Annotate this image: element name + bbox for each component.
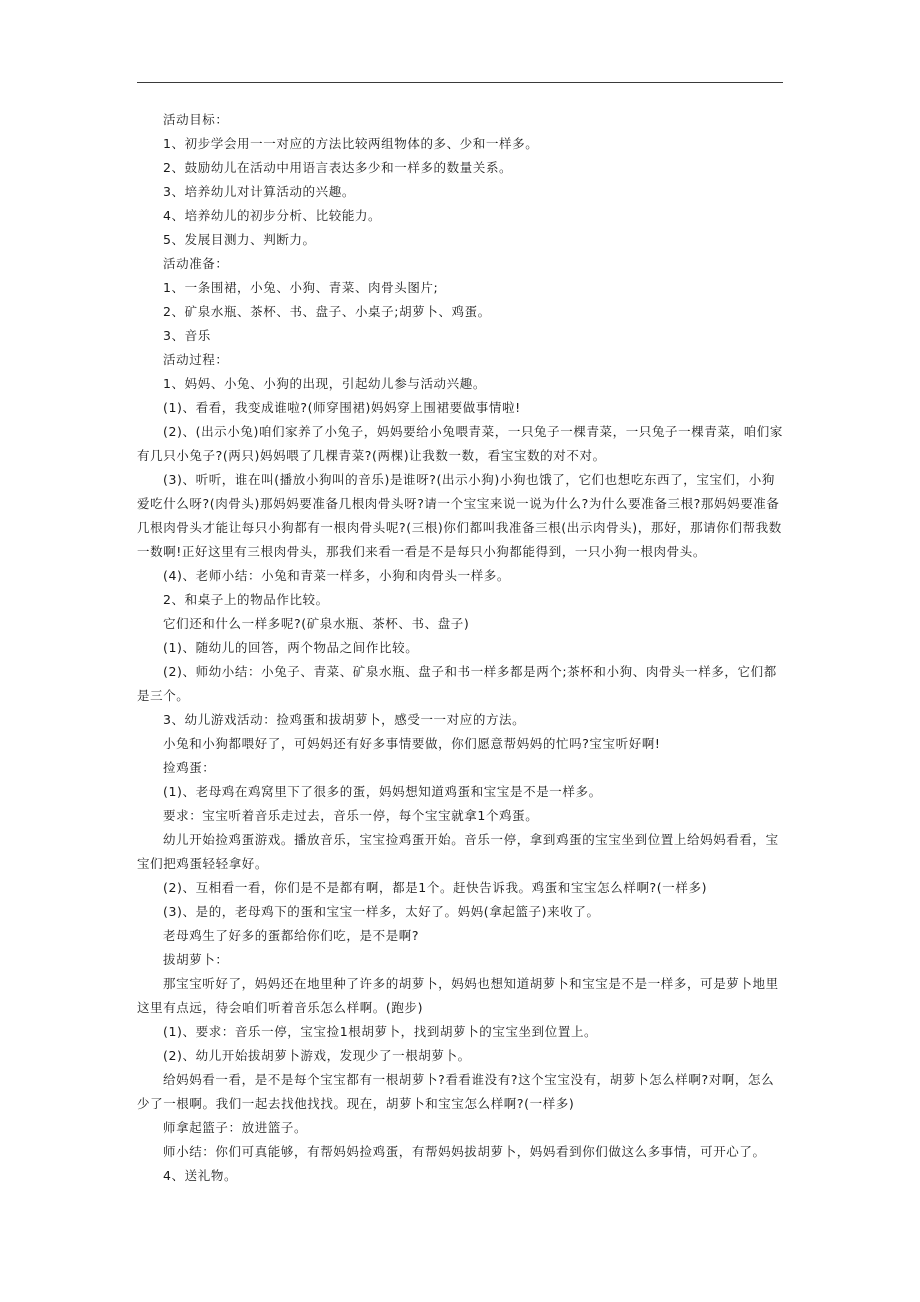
paragraph: 它们还和什么一样多呢?(矿泉水瓶、茶杯、书、盘子): [163, 616, 470, 631]
paragraph: 幼儿开始捡鸡蛋游戏。播放音乐，宝宝捡鸡蛋开始。音乐一停，拿到鸡蛋的宝宝坐到位置上给妈妈看看，宝宝们把鸡蛋轻轻拿好。: [137, 832, 779, 871]
paragraph: (1)、随幼儿的回答，两个物品之间作比较。: [163, 640, 419, 655]
paragraph: 4、送礼物。: [163, 1168, 238, 1183]
paragraph: 1、一条围裙，小兔、小狗、青菜、肉骨头图片;: [163, 280, 439, 295]
paragraph: (1)、要求：音乐一停，宝宝捡1根胡萝卜，找到胡萝卜的宝宝坐到位置上。: [163, 1024, 598, 1039]
paragraph: (2)、师幼小结：小兔子、青菜、矿泉水瓶、盘子和书一样多都是两个;茶杯和小狗、肉骨头一样多，它们都是三个。: [137, 664, 777, 703]
paragraph: 1、妈妈、小兔、小狗的出现，引起幼儿参与活动兴趣。: [163, 376, 486, 391]
paragraph: 拔胡萝卜：: [163, 952, 229, 967]
paragraph: (2)、(出示小兔)咱们家养了小兔子，妈妈要给小兔喂青菜，一只兔子一棵青菜，一只兔子一棵青菜，咱们家有几只小兔子?(两只)妈妈喂了几棵青菜?(两棵)让我数一数，看宝宝数的对不对。: [137, 424, 783, 463]
paragraph: 5、发展目测力、判断力。: [163, 232, 316, 247]
paragraph: 捡鸡蛋：: [163, 760, 216, 775]
paragraph: 3、幼儿游戏活动：捡鸡蛋和拔胡萝卜，感受一一对应的方法。: [163, 712, 526, 727]
paragraph: 小兔和小狗都喂好了，可妈妈还有好多事情要做，你们愿意帮妈妈的忙吗?宝宝听好啊!: [163, 736, 661, 751]
paragraph: (1)、看看，我变成谁啦?(师穿围裙)妈妈穿上围裙要做事情啦!: [163, 400, 521, 415]
paragraph: (2)、互相看一看，你们是不是都有啊，都是1个。赶快告诉我。鸡蛋和宝宝怎么样啊?(一样多): [163, 880, 708, 895]
paragraph: (3)、是的，老母鸡下的蛋和宝宝一样多，太好了。妈妈(拿起篮子)来收了。: [163, 904, 600, 919]
paragraph: (3)、听听，谁在叫(播放小狗叫的音乐)是谁呀?(出示小狗)小狗也饿了，它们也想吃东西了，宝宝们，小狗爱吃什么呀?(肉骨头)那妈妈要准备几根肉骨头呀?请一个宝宝来说一说为什么?为什么要准备三根?那妈妈要准备几根肉骨头才能让每只小狗都有一根肉骨头呢?(三根)你们都叫我准备三根(出示肉骨头)，那好，那请你们帮我数一数啊!正好这里有三根肉骨头，那我们来看一看是不是每只小狗都能得到，一只小狗一根肉骨头。: [137, 472, 782, 559]
paragraph: 3、培养幼儿对计算活动的兴趣。: [163, 184, 355, 199]
paragraph: 给妈妈看一看，是不是每个宝宝都有一根胡萝卜?看看谁没有?这个宝宝没有，胡萝卜怎么样啊?对啊，怎么少了一根啊。我们一起去找他找找。现在，胡萝卜和宝宝怎么样啊?(一样多): [137, 1072, 775, 1111]
paragraph: 师小结：你们可真能够，有帮妈妈捡鸡蛋，有帮妈妈拔胡萝卜，妈妈看到你们做这么多事情，可开心了。: [163, 1144, 766, 1159]
paragraph: 2、鼓励幼儿在活动中用语言表达多少和一样多的数量关系。: [163, 160, 513, 175]
paragraph: 2、矿泉水瓶、茶杯、书、盘子、小桌子;胡萝卜、鸡蛋。: [163, 304, 491, 319]
header-rule: [137, 82, 783, 83]
paragraph: 活动准备：: [163, 256, 229, 271]
paragraph: (1)、老母鸡在鸡窝里下了很多的蛋，妈妈想知道鸡蛋和宝宝是不是一样多。: [163, 784, 602, 799]
paragraph: 要求：宝宝听着音乐走过去，音乐一停，每个宝宝就拿1个鸡蛋。: [163, 808, 539, 823]
paragraph: 活动目标：: [163, 112, 229, 127]
paragraph: 师拿起篮子：放进篮子。: [163, 1120, 308, 1135]
paragraph: 3、音乐: [163, 328, 211, 343]
paragraph: 那宝宝听好了，妈妈还在地里种了许多的胡萝卜，妈妈也想知道胡萝卜和宝宝是不是一样多，可是萝卜地里这里有点远，待会咱们听着音乐怎么样啊。(跑步): [137, 976, 779, 1015]
paragraph: 2、和桌子上的物品作比较。: [163, 592, 329, 607]
paragraph: 活动过程：: [163, 352, 229, 367]
paragraph: (2)、幼儿开始拔胡萝卜游戏，发现少了一根胡萝卜。: [163, 1048, 471, 1063]
paragraph: 4、培养幼儿的初步分析、比较能力。: [163, 208, 382, 223]
document-body: [137, 108, 783, 1188]
paragraph: 老母鸡生了好多的蛋都给你们吃，是不是啊?: [163, 928, 420, 943]
paragraph: 1、初步学会用一一对应的方法比较两组物体的多、少和一样多。: [163, 136, 539, 151]
paragraph: (4)、老师小结：小兔和青菜一样多，小狗和肉骨头一样多。: [163, 568, 511, 583]
